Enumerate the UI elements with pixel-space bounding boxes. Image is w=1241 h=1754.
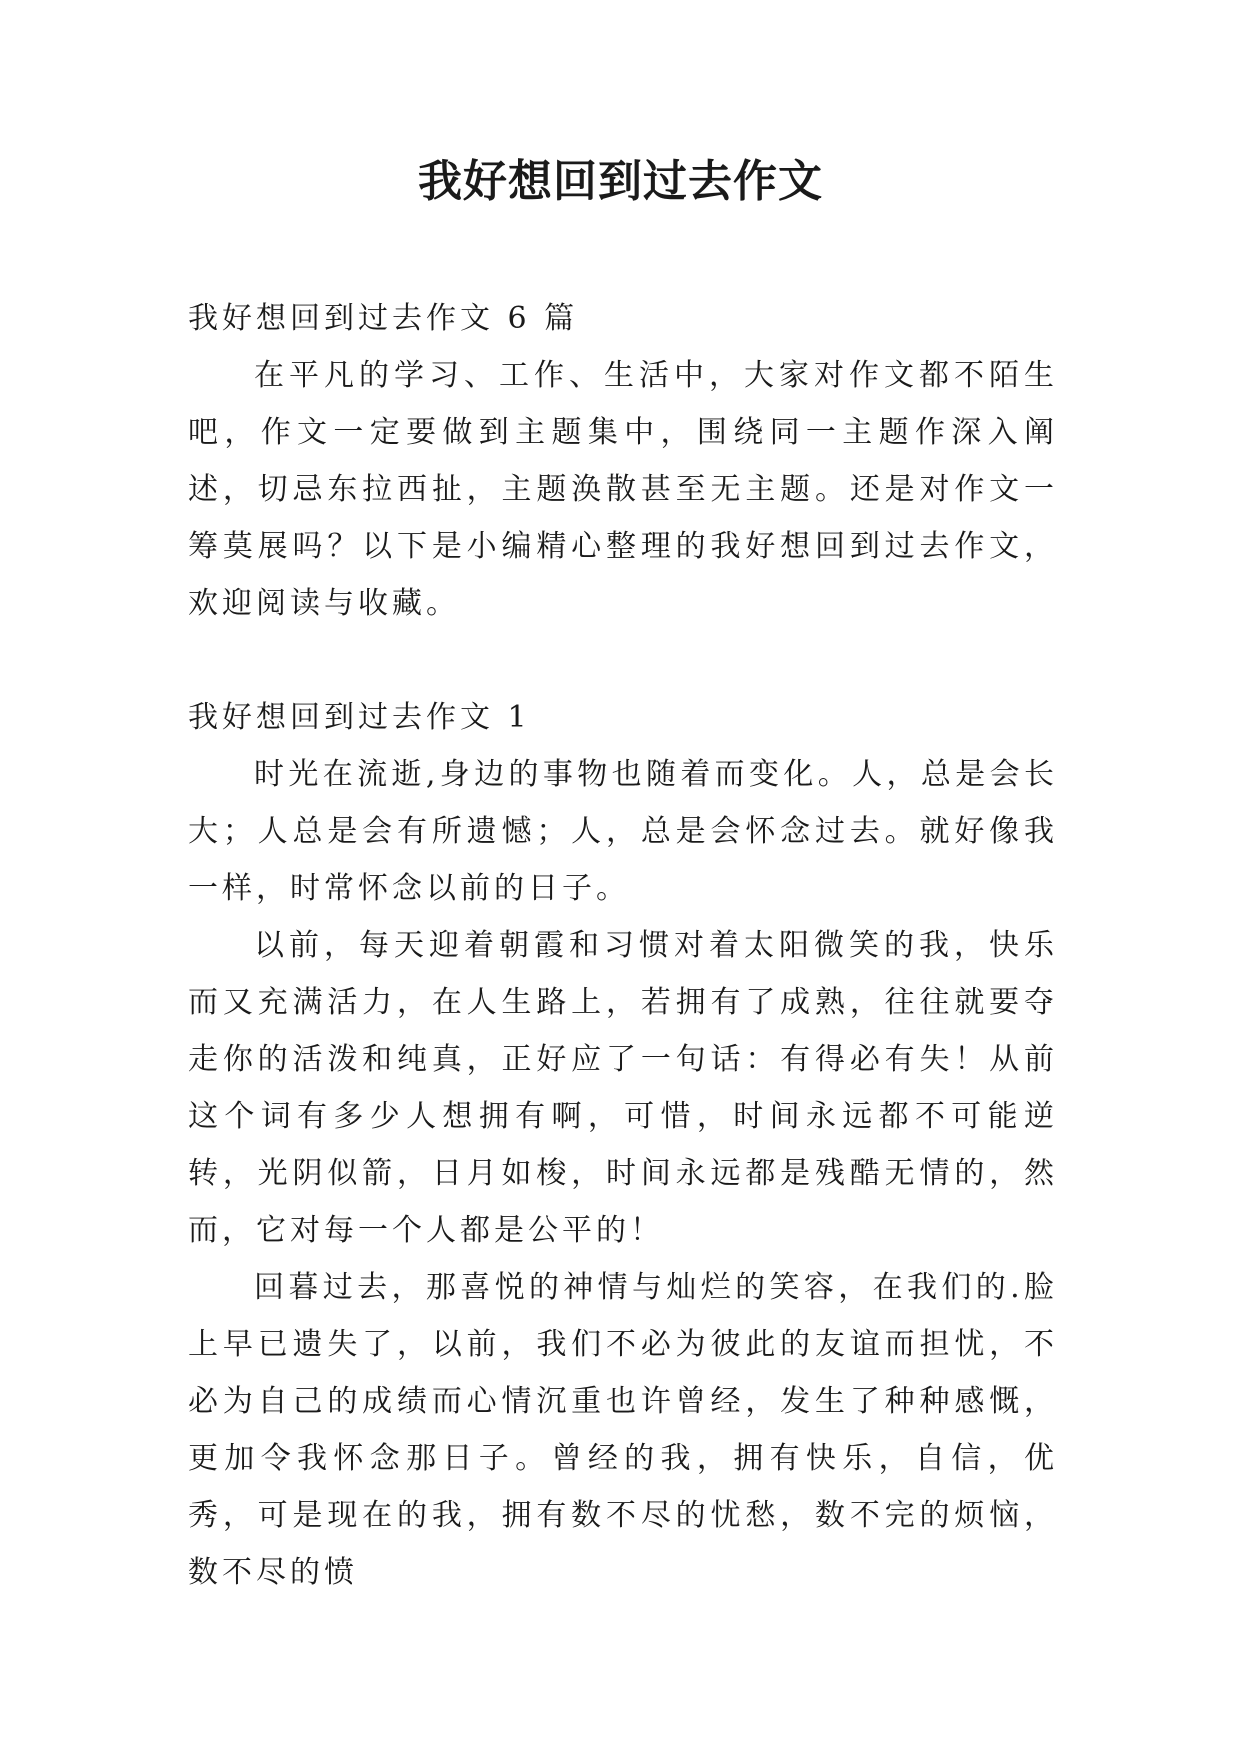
section-heading: 我好想回到过去作文 1 bbox=[188, 700, 531, 735]
section-gap bbox=[188, 632, 1058, 689]
body-paragraph: 以前，每天迎着朝霞和习惯对着太阳微笑的我，快乐而又充满活力，在人生路上，若拥有了成熟，往往就要夺走你的活泼和纯真，正好应了一句话：有得必有失！从前这个词有多少人想拥有啊，可惜，时间永远都不可能逆转，光阴似箭，日月如梭，时间永远都是残酷无情的，然而，它对每一个人都是公平的！ bbox=[188, 928, 1058, 1248]
body-paragraph: 回暮过去，那喜悦的神情与灿烂的笑容，在我们的.脸上早已遗失了，以前，我们不必为彼此的友谊而担忧，不必为自己的成绩而心情沉重也许曾经，发生了种种感慨，更加令我怀念那日子。曾经的我，拥有快乐，自信，优秀，可是现在的我，拥有数不尽的忧愁，数不完的烦恼，数不尽的愤 bbox=[188, 1270, 1058, 1590]
document-title: 我好想回到过去作文 bbox=[418, 156, 823, 207]
intro-paragraph: 在平凡的学习、工作、生活中，大家对作文都不陌生吧，作文一定要做到主题集中，围绕同一主题作深入阐述，切忌东拉西扯，主题涣散甚至无主题。还是对作文一筹莫展吗？以下是小编精心整理的我好想回到过去作文，欢迎阅读与收藏。 bbox=[188, 358, 1058, 621]
body-paragraph: 时光在流逝,身边的事物也随着而变化。人，总是会长大；人总是会有所遗憾；人，总是会怀念过去。就好像我一样，时常怀念以前的日子。 bbox=[188, 757, 1058, 906]
document-subtitle: 我好想回到过去作文 6 篇 bbox=[188, 301, 579, 336]
document-body bbox=[188, 290, 1058, 1601]
